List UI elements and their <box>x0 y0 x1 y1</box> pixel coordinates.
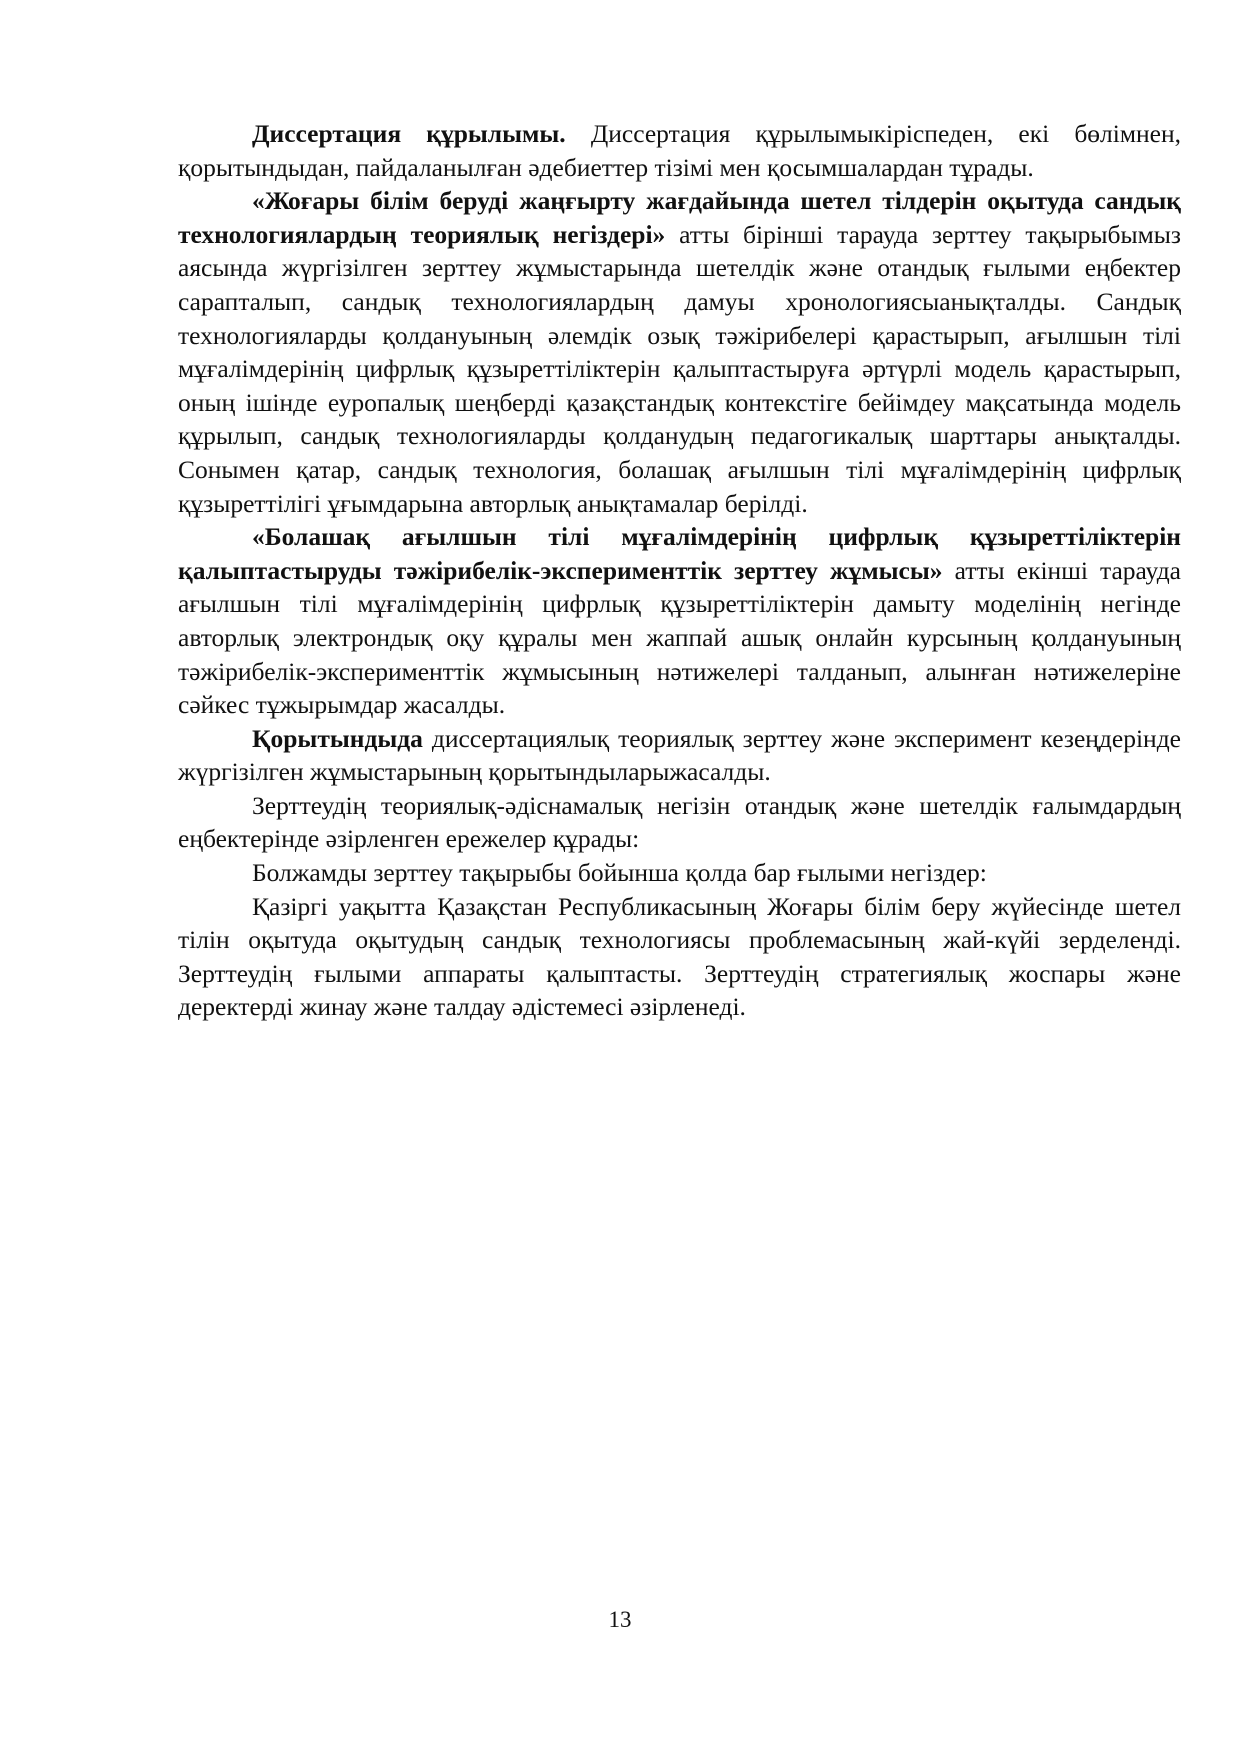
paragraph-chapter-one <box>178 184 1181 520</box>
paragraph-text: Қазіргі уақытта Қазақстан Республикасының Жоғары білім беру жүйесінде шетел тілін оқытуда оқытудың сандық технологиясы проблемасының жай-күйі зерделенді. Зерттеудің ғылыми аппараты қалыптасты. Зерттеудің стратегиялық жоспары және деректерді жинау және талдау әдістемесі әзірленеді. <box>178 891 1181 1022</box>
paragraph-methodology <box>178 789 1181 856</box>
body-text <box>178 117 1181 1024</box>
paragraph-text: атты екінші тарауда ағылшын тілі мұғалімдерінің цифрлық құзыреттіліктерін дамыту моделінің негінде авторлық электрондық оқу құралы мен жаппай ашық онлайн курсының қолдануының тәжірибелік-эксперименттік жұмысының нәтижелері талданып, алынған нәтижелеріне сәйкес тұжырымдар жасалды. <box>178 555 1181 720</box>
paragraph-current-state <box>178 890 1181 1024</box>
paragraph-conclusion <box>178 722 1181 789</box>
paragraph-heading: Диссертация құрылымы. <box>252 119 566 148</box>
page-number: 13 <box>608 1607 632 1632</box>
chapter-two-title: «Болашақ ағылшын тілі мұғалімдерінің цифрлық құзыреттіліктерін қалыптастыруды тәжірибелік-эксперименттік зерттеу жұмысы» <box>178 522 1181 585</box>
paragraph-text: диссертациялық теориялық зерттеу және эксперимент кезеңдерінде жүргізілген жұмыстарының қорытындыларыжасалды. <box>178 723 1181 787</box>
paragraph-text: атты бірінші тарауда зерттеу тақырыбымыз аясында жүргізілген зерттеу жұмыстарында шетелдік және отандық ғылыми еңбектер сарапталып, сандық технологиялардың дамуы хронологиясыанықталды. Сандық технологияларды қолдануының әлемдік озық тәжірибелері қарастырып, ағылшын тілі мұғалімдерінің цифрлық құзыреттіліктерін қалыптастыруға әртүрлі модель қарастырып, оның ішінде еуропалық шеңберді қазақстандық контекстіге бейімдеу мақсатында модель құрылып, сандық технологияларды қолданудың педагогикалық шарттары анықталды. Сонымен қатар, сандық технология, болашақ ағылшын тілі мұғалімдерінің цифрлық құзыреттілігі ұғымдарына авторлық анықтамалар берілді. <box>178 219 1181 518</box>
paragraph-text: Диссертация құрылымыкіріспеден, екі бөлімнен, қорытындыдан, пайдаланылған әдебиеттер тізімі мен қосымшалардан тұрады. <box>178 119 1181 182</box>
paragraph-structure <box>178 117 1181 184</box>
paragraph-chapter-two <box>178 520 1181 722</box>
conclusion-heading: Қорытындыда <box>252 723 423 753</box>
paragraph-text: Болжамды зерттеу тақырыбы бойынша қолда бар ғылыми негіздер: <box>252 858 987 888</box>
chapter-one-title: «Жоғары білім беруді жаңғырту жағдайында шетел тілдерін оқытуда сандық технологиялардың теориялық негіздері» <box>178 186 1181 249</box>
paragraph-text: Зерттеудің теориялық-әдіснамалық негізін отандық және шетелдік ғалымдардың еңбектерінде әзірленген ережелер құрады: <box>178 790 1181 854</box>
paragraph-foundations <box>178 856 1181 890</box>
